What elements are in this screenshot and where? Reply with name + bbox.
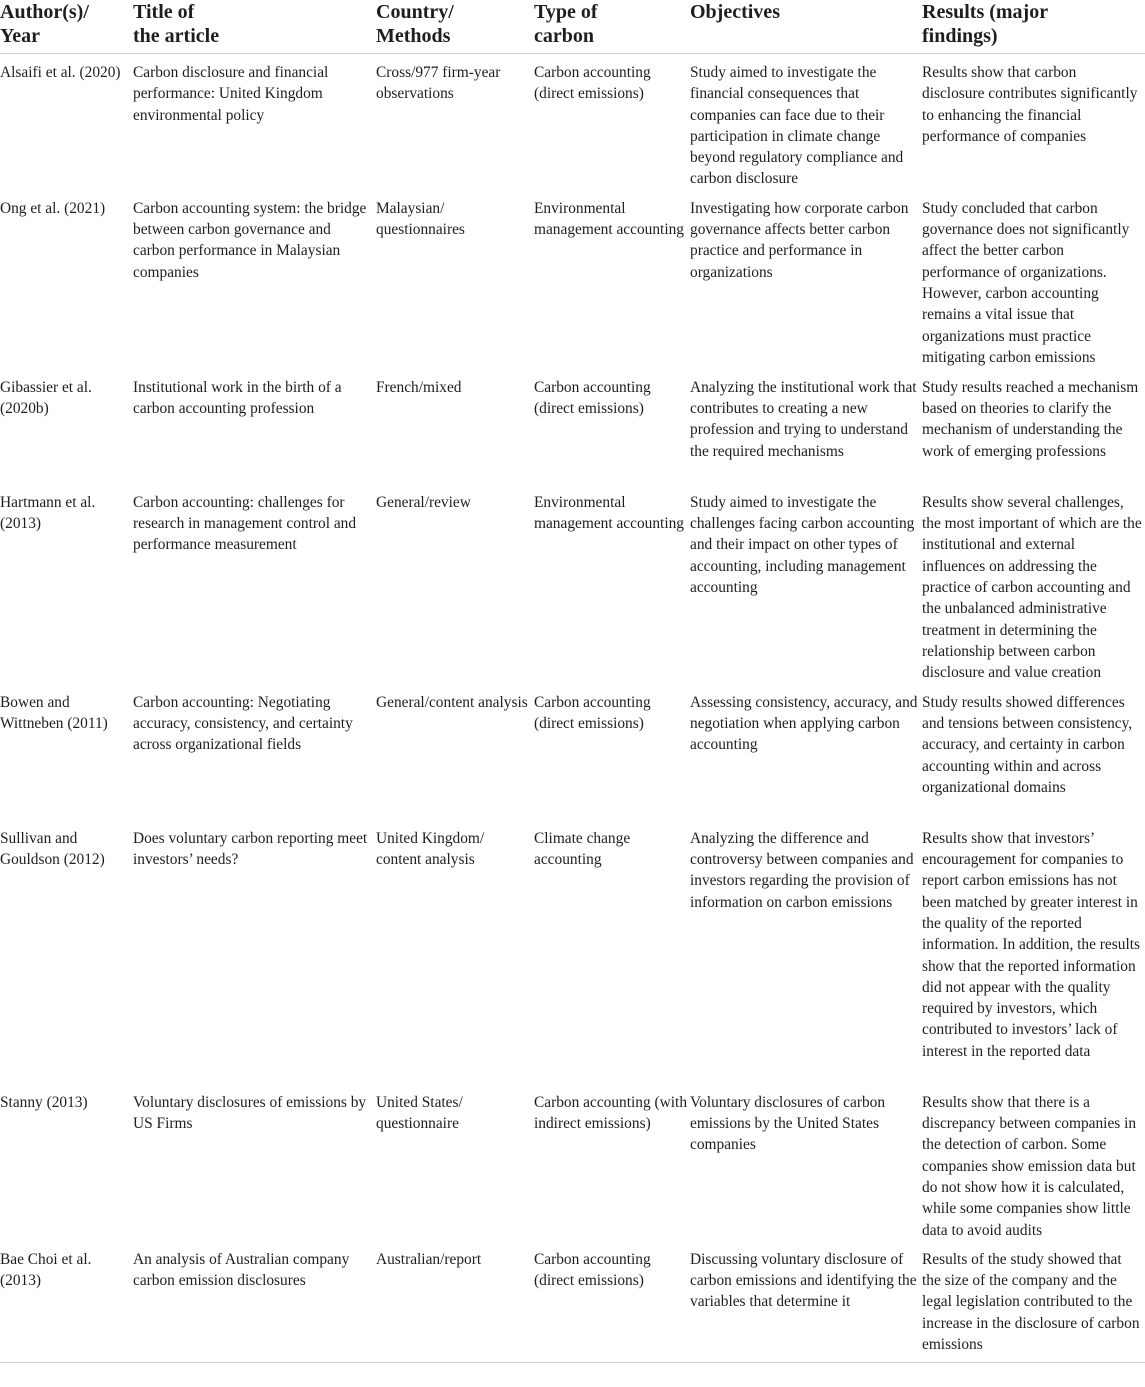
cell-type-of-carbon: Carbon accounting (with indirect emissions) xyxy=(534,1093,688,1133)
cell-country-methods: Australian/report xyxy=(376,1241,534,1363)
cell-author-year: Hartmann et al. (2013) xyxy=(0,493,96,533)
header-country-methods: Country/ Methods xyxy=(376,0,534,54)
cell-country-methods: French/mixed xyxy=(376,378,462,396)
cell-objectives: Assessing consistency, accuracy, and negotiation when applying carbon accounting xyxy=(690,693,918,754)
cell-type-of-carbon: Carbon accounting (direct emissions) xyxy=(534,378,651,418)
table-row xyxy=(0,1241,1145,1363)
cell-author-year: Sullivan and Gouldson (2012) xyxy=(0,829,105,869)
header-title: Title of the article xyxy=(133,0,376,54)
table-row xyxy=(0,1084,1145,1241)
table-row xyxy=(0,484,1145,684)
cell-title: Carbon accounting system: the bridge between carbon governance and carbon performance in Malaysian companies xyxy=(133,199,367,281)
cell-results: Results show that there is a discrepancy between companies in the detection of carbon. Some companies show emission data but do not show how it is calculated, while some companies show little data to avoid audits xyxy=(922,1093,1137,1239)
cell-results: Results show several challenges, the most important of which are the institutional and external influences on addressing the practice of carbon accounting and the unbalanced administrative treatment in determining the relationship between carbon disclosure and value creation xyxy=(922,493,1142,682)
table-body xyxy=(0,54,1145,1363)
header-results: Results (major findings) xyxy=(922,0,1145,54)
cell-title: Carbon accounting: challenges for research in management control and performance measurement xyxy=(133,493,357,554)
cell-title: Carbon accounting: Negotiating accuracy, consistency, and certainty across organizational fields xyxy=(133,693,353,754)
header-row xyxy=(0,0,1145,54)
table-row xyxy=(0,190,1145,369)
table-header xyxy=(0,0,1145,54)
cell-objectives: Study aimed to investigate the challenges facing carbon accounting and their impact on other types of accounting, including management accounting xyxy=(690,493,915,596)
table-row xyxy=(0,820,1145,1084)
header-type-of-carbon: Type of carbon xyxy=(534,0,690,54)
cell-type-of-carbon: Carbon accounting (direct emissions) xyxy=(534,64,651,103)
cell-country-methods: Cross/977 firm-year observations xyxy=(376,64,501,103)
cell-results: Study results showed differences and tensions between consistency, accuracy, and certainty in carbon accounting within and across organizational domains xyxy=(922,693,1133,796)
cell-type-of-carbon: Climate change accounting xyxy=(534,829,631,869)
cell-title: Voluntary disclosures of emissions by US Firms xyxy=(133,1093,367,1133)
cell-author-year: Stanny (2013) xyxy=(0,1093,88,1111)
cell-objectives: Analyzing the institutional work that contributes to creating a new profession and trying to understand the required mechanisms xyxy=(690,378,917,460)
cell-author-year: Bowen and Wittneben (2011) xyxy=(0,693,108,733)
cell-author-year: Ong et al. (2021) xyxy=(0,199,106,217)
cell-type-of-carbon: Environmental management accounting xyxy=(534,199,684,239)
cell-type-of-carbon: Environmental management accounting xyxy=(534,493,684,533)
cell-title: Institutional work in the birth of a carbon accounting profession xyxy=(133,378,342,418)
cell-results: Results of the study showed that the size of the company and the legal legislation contributed to the increase in the disclosure of carbon emissions xyxy=(922,1241,1145,1363)
cell-objectives: Voluntary disclosures of carbon emissions by the United States companies xyxy=(690,1093,886,1154)
cell-results: Results show that carbon disclosure contributes significantly to enhancing the financial performance of companies xyxy=(922,64,1138,145)
cell-country-methods: Malaysian/ questionnaires xyxy=(376,199,465,239)
cell-author-year: Gibassier et al. (2020b) xyxy=(0,378,92,418)
header-author-year: Author(s)/ Year xyxy=(0,0,133,54)
cell-objectives: Analyzing the difference and controversy between companies and investors regarding the provision of information on carbon emissions xyxy=(690,829,914,911)
cell-title: Does voluntary carbon reporting meet investors’ needs? xyxy=(133,829,368,869)
cell-objectives: Study aimed to investigate the financial consequences that companies can face due to their participation in climate change beyond regulatory compliance and carbon disclosure xyxy=(690,64,904,188)
cell-country-methods: United States/ questionnaire xyxy=(376,1093,463,1133)
cell-title: An analysis of Australian company carbon emission disclosures xyxy=(133,1241,376,1363)
header-objectives: Objectives xyxy=(690,0,922,54)
cell-country-methods: General/content analysis xyxy=(376,693,528,711)
cell-author-year: Alsaifi et al. (2020) xyxy=(0,64,121,81)
cell-results: Study concluded that carbon governance does not significantly affect the better carbon performance of organizations. However, carbon accounting remains a vital issue that organizations must practice mitigating carbon emissions xyxy=(922,199,1130,366)
table-row xyxy=(0,369,1145,484)
cell-type-of-carbon: Carbon accounting (direct emissions) xyxy=(534,693,651,733)
cell-objectives: Discussing voluntary disclosure of carbon emissions and identifying the variables that determine it xyxy=(690,1241,922,1363)
table-row xyxy=(0,54,1145,190)
cell-objectives: Investigating how corporate carbon governance affects better carbon practice and performance in organizations xyxy=(690,199,909,281)
cell-results: Results show that investors’ encouragement for companies to report carbon emissions has not been matched by greater interest in the quality of the reported information. In addition, the results show that the reported information did not appear with the quality required by investors, which contributed to investors’ lack of interest in the reported data xyxy=(922,829,1140,1060)
cell-title: Carbon disclosure and financial performance: United Kingdom environmental policy xyxy=(133,64,329,124)
cell-author-year: Bae Choi et al. (2013) xyxy=(0,1241,133,1363)
cell-type-of-carbon: Carbon accounting (direct emissions) xyxy=(534,1241,690,1363)
cell-results: Study results reached a mechanism based on theories to clarify the mechanism of understanding the work of emerging professions xyxy=(922,378,1139,460)
cell-country-methods: General/review xyxy=(376,493,471,511)
cell-country-methods: United Kingdom/ content analysis xyxy=(376,829,485,869)
table-row xyxy=(0,684,1145,820)
